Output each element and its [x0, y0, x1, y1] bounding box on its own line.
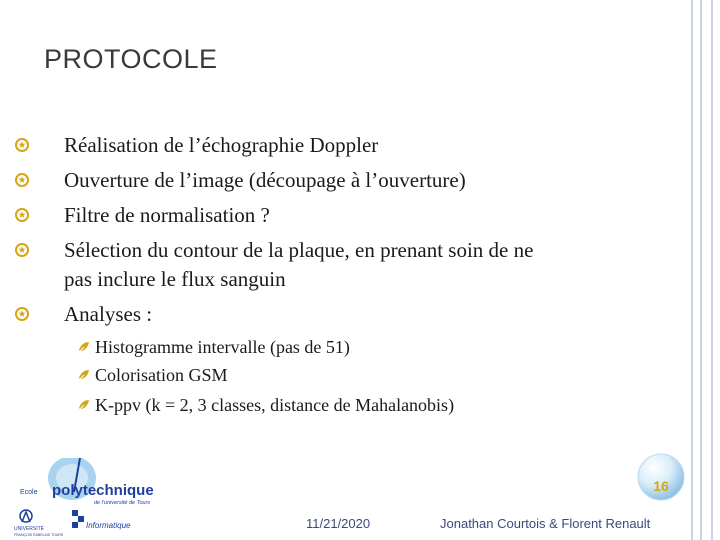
polytech-tours-logo [14, 458, 184, 540]
svg-text:polytechnique: polytechnique [52, 482, 154, 499]
decorative-rail-line [700, 0, 702, 540]
bullet-text: Sélection du contour de la plaque, en prenant soin de ne [64, 238, 534, 262]
decorative-rail-line [711, 0, 713, 540]
bullet-text: Filtre de normalisation ? [64, 203, 270, 227]
page-number-badge [636, 452, 686, 502]
svg-text:FRANÇOIS RABELAIS TOURS: FRANÇOIS RABELAIS TOURS [14, 533, 64, 537]
svg-text:de l'université de Tours: de l'université de Tours [94, 500, 151, 506]
page-number: 16 [653, 478, 669, 494]
gear-bullet-icon [14, 137, 30, 153]
bullet-text: Réalisation de l’échographie Doppler [64, 133, 379, 157]
decorative-rail-line [691, 0, 693, 540]
gear-bullet-icon [14, 207, 30, 223]
footer-date: 11/21/2020 [306, 516, 371, 531]
svg-text:Ecole: Ecole [20, 489, 38, 496]
slide-title: PROTOCOLE [44, 44, 218, 74]
gear-bullet-icon [14, 172, 30, 188]
bullet-text: Analyses : [64, 302, 153, 326]
bullet-text: Ouverture de l’image (découpage à l’ouverture) [64, 168, 466, 192]
gear-bullet-icon [14, 306, 30, 322]
leaf-bullet-icon [78, 399, 90, 411]
svg-text:Informatique: Informatique [86, 521, 131, 530]
bullet-text-continued: pas inclure le flux sanguin [64, 267, 286, 291]
sub-bullet-text: Histogramme intervalle (pas de 51) [95, 337, 350, 357]
footer-author: Jonathan Courtois & Florent Renault [440, 516, 651, 531]
sub-bullet-text: Colorisation GSM [95, 365, 228, 385]
gear-bullet-icon [14, 242, 30, 258]
leaf-bullet-icon [78, 341, 90, 353]
svg-text:UNIVERSITÉ: UNIVERSITÉ [14, 526, 45, 532]
leaf-bullet-icon [78, 369, 90, 381]
sub-bullet-text: K-ppv (k = 2, 3 classes, distance de Mahalanobis) [95, 395, 455, 415]
